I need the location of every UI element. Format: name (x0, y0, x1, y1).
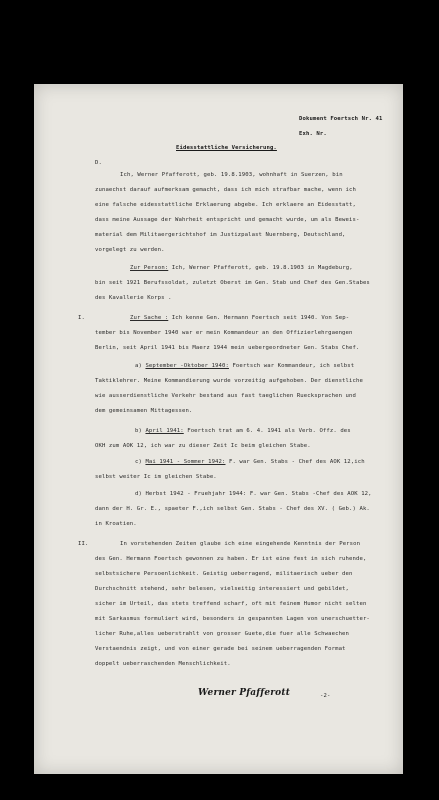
exhibit-number: Exh. Nr. (299, 131, 327, 137)
item-c-line: selbst weiter Ic im gleichen Stabe. (95, 474, 217, 480)
item-a-period: September -Oktober 1940: (145, 363, 229, 369)
item-b-text: Foertsch trat am 6. 4. 1941 als Verb. Offz. des (183, 428, 351, 434)
item-c-text: F. war Gen. Stabs - Chef des AOK 12,ich (225, 459, 365, 465)
item-d-line: in Kroatien. (95, 521, 137, 527)
section2-line: licher Ruhe,alles ueberstrahlt von grosser Guete,die fuer alle Schwaechen (95, 631, 350, 637)
section2-line: selbstsichere Persoenlichkeit. Geistig ueberragend, militaerisch ueber den (95, 571, 353, 577)
section1-line: Berlin, seit April 1941 bis Maerz 1944 mein uebergeordneter Gen. Stabs Chef. (95, 345, 360, 351)
item-b-line: OKH zum AOK 12, ich war zu dieser Zeit Ic beim gleichen Stabe. (95, 443, 311, 449)
item-b-label: b) (135, 428, 142, 434)
item-d-line (135, 491, 372, 498)
section2-line: doppelt ueberraschenden Menschlichkeit. (95, 661, 231, 667)
mark-d: D. (95, 160, 102, 166)
item-d-line: dann der H. Gr. E., spaeter F.,ich selbst Gen. Stabs - Chef des XV. ( Geb.) Ak. (95, 506, 370, 512)
intro-line: eine falsche eidesstattliche Erklaerung abgebe. Ich erklaere an Eidesstatt, (95, 202, 356, 208)
section-numeral: I. (78, 315, 85, 321)
item-c-line (135, 459, 365, 466)
intro-line: zunaechst darauf aufmerksam gemacht, dass ich mich strafbar mache, wenn ich (95, 187, 356, 193)
item-a-line: wie ausserdienstliche Verkehr bestand aus fast taeglichen Ruecksprachen und (95, 393, 356, 399)
item-b-line (135, 428, 351, 435)
item-c-period: Mai 1941 - Sommer 1942: (145, 459, 226, 465)
person-label: Zur Person: (130, 265, 169, 271)
section2-line: mit Sarkasmus formuliert wird, besonders in gespannten Lagen von unerschuetter- (95, 616, 370, 622)
item-a-text: Foertsch war Kommandeur, ich selbst (228, 363, 355, 369)
intro-line: Ich, Werner Pfafferott, geb. 19.8.1903, wohnhaft in Suerzen, bin (120, 172, 343, 178)
section1-line (130, 315, 349, 322)
item-a-line (135, 363, 354, 370)
section2-line: sicher im Urteil, das stets treffend scharf, oft mit feinem Humor nicht selten (95, 601, 367, 607)
item-d-label: d) (135, 491, 142, 497)
document-number: Dokument Foertsch Nr. 41 (299, 116, 383, 122)
person-line: des Kavallerie Korps . (95, 295, 172, 301)
item-c-label: c) (135, 459, 142, 465)
item-a-line: dem gemeinsamen Mittagessen. (95, 408, 193, 414)
signature: Werner Pfafferott (198, 688, 291, 698)
person-line (130, 265, 353, 272)
section1-label: Zur Sache : (130, 315, 169, 321)
item-d-text: Herbst 1942 - Fruehjahr 1944: F. war Gen. Stabs -Chef des AOK 12, (145, 491, 372, 497)
section2-line: Durchschnitt stehend, sehr belesen, vielseitig interessiert und gebildet, (95, 586, 350, 592)
section1-text: Ich kenne Gen. Hermann Foertsch seit 1940. Von Sep- (168, 315, 350, 321)
person-text: Ich, Werner Pfafferott, geb. 19.8.1903 in Magdeburg, (168, 265, 353, 271)
item-a-label: a) (135, 363, 142, 369)
document-title: Eidesstattliche Versicherung. (176, 145, 277, 151)
intro-line: dass meine Aussage der Wahrheit entspricht und gemacht wurde, um als Beweis- (95, 217, 360, 223)
section-numeral: II. (78, 541, 89, 547)
intro-line: material dem Militaergerichtshof im Justizpalast Nuernberg, Deutschland, (95, 232, 346, 238)
person-line: bin seit 1921 Berufssoldat, zuletzt Oberst im Gen. Stab und Chef des Gen.Stabes (95, 280, 370, 286)
section2-line: Verstaendnis zeigt, und von einer gerade bei seinem ueberragenden Format (95, 646, 346, 652)
item-b-period: April 1941: (145, 428, 184, 434)
page-number: -2- (320, 693, 331, 699)
section1-line: tember bis November 1940 war er mein Kommandeur an den Offizierlehrgaengen (95, 330, 353, 336)
section2-line: In vorstehenden Zeiten glaube ich eine eingehende Kenntnis der Person (120, 541, 361, 547)
intro-line: vorgelegt zu werden. (95, 247, 165, 253)
item-a-line: Taktiklehrer. Meine Kommandierung wurde vorzeitig aufgehoben. Der dienstliche (95, 378, 363, 384)
section2-line: des Gen. Hermann Foertsch gewonnen zu haben. Er ist eine fest in sich ruhende, (95, 556, 367, 562)
